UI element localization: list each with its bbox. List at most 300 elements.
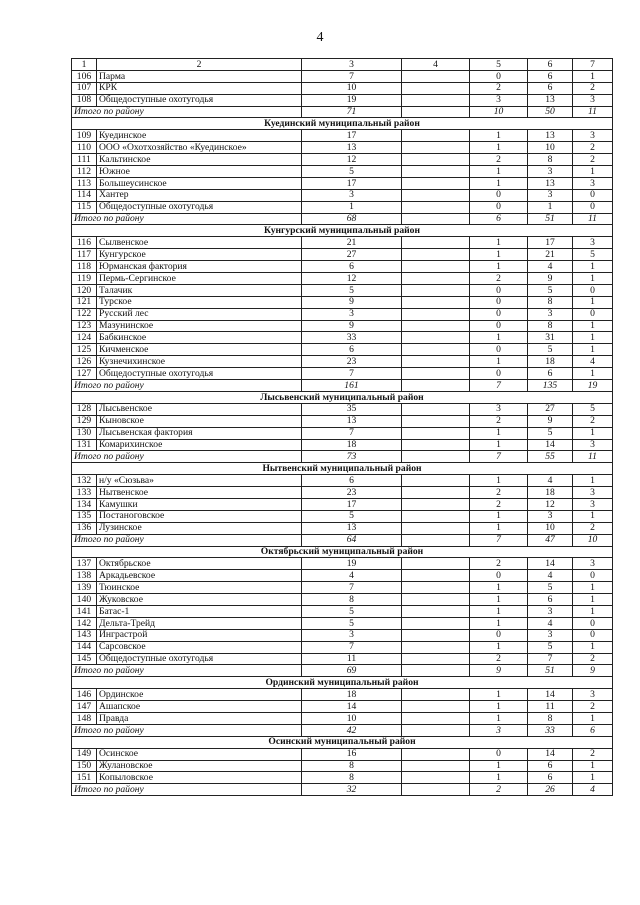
col5-value: 1 (470, 522, 528, 534)
col6-value: 6 (528, 368, 573, 380)
col3-value: 13 (302, 142, 402, 154)
col7-value: 0 (573, 570, 613, 582)
col6-value: 4 (528, 617, 573, 629)
col4-value (402, 237, 470, 249)
total-col6: 50 (528, 106, 573, 118)
ground-name: Талачик (97, 284, 302, 296)
district-heading-row (72, 225, 613, 237)
ground-name: Нытвенское (97, 487, 302, 499)
table-row (72, 415, 613, 427)
col3-value: 16 (302, 748, 402, 760)
col7-value: 1 (573, 296, 613, 308)
table-row (72, 748, 613, 760)
district-heading-row (72, 118, 613, 130)
col5-value: 2 (470, 498, 528, 510)
col3-value: 5 (302, 605, 402, 617)
col7-value: 0 (573, 629, 613, 641)
column-header: 5 (470, 59, 528, 71)
col7-value: 4 (573, 356, 613, 368)
column-number-row (72, 59, 613, 71)
col5-value: 1 (470, 689, 528, 701)
row-number: 148 (72, 712, 97, 724)
col5-value: 0 (470, 570, 528, 582)
total-col4 (402, 380, 470, 392)
col7-value: 1 (573, 510, 613, 522)
total-col6: 135 (528, 380, 573, 392)
ground-name: Инграстрой (97, 629, 302, 641)
row-number: 132 (72, 475, 97, 487)
row-number: 120 (72, 284, 97, 296)
col6-value: 17 (528, 237, 573, 249)
col5-value: 3 (470, 94, 528, 106)
district-heading: Куединский муниципальный район (72, 118, 613, 130)
col6-value: 5 (528, 344, 573, 356)
table-row (72, 582, 613, 594)
table-row (72, 332, 613, 344)
col5-value: 0 (470, 629, 528, 641)
row-number: 133 (72, 487, 97, 499)
total-col4 (402, 451, 470, 463)
col4-value (402, 748, 470, 760)
ground-name: Камушки (97, 498, 302, 510)
total-col5: 2 (470, 784, 528, 796)
row-number: 140 (72, 594, 97, 606)
ground-name: Сарсовское (97, 641, 302, 653)
col6-value: 3 (528, 510, 573, 522)
row-number: 129 (72, 415, 97, 427)
col6-value: 3 (528, 629, 573, 641)
row-number: 106 (72, 70, 97, 82)
row-number: 125 (72, 344, 97, 356)
col7-value: 5 (573, 249, 613, 261)
ground-name: Общедоступные охотугодья (97, 653, 302, 665)
col5-value: 1 (470, 356, 528, 368)
table-row (72, 712, 613, 724)
ground-name: Лузинское (97, 522, 302, 534)
table-row (72, 82, 613, 94)
col4-value (402, 284, 470, 296)
row-number: 130 (72, 427, 97, 439)
row-number: 141 (72, 605, 97, 617)
table-row (72, 641, 613, 653)
col5-value: 1 (470, 617, 528, 629)
total-label: Итого по району (72, 106, 302, 118)
col5-value: 2 (470, 653, 528, 665)
row-number: 127 (72, 368, 97, 380)
row-number: 110 (72, 142, 97, 154)
ground-name: КРК (97, 82, 302, 94)
ground-name: Бабкинское (97, 332, 302, 344)
col5-value: 1 (470, 166, 528, 178)
col5-value: 1 (470, 177, 528, 189)
col6-value: 21 (528, 249, 573, 261)
col3-value: 9 (302, 320, 402, 332)
col4-value (402, 189, 470, 201)
col3-value: 10 (302, 82, 402, 94)
col7-value: 0 (573, 189, 613, 201)
table-row (72, 142, 613, 154)
row-number: 108 (72, 94, 97, 106)
district-heading: Лысьвенский муниципальный район (72, 391, 613, 403)
row-number: 124 (72, 332, 97, 344)
col5-value: 3 (470, 403, 528, 415)
total-col6: 47 (528, 534, 573, 546)
total-col6: 33 (528, 724, 573, 736)
col6-value: 14 (528, 748, 573, 760)
table-row (72, 594, 613, 606)
col4-value (402, 94, 470, 106)
row-number: 144 (72, 641, 97, 653)
row-number: 111 (72, 154, 97, 166)
col6-value: 5 (528, 427, 573, 439)
col3-value: 7 (302, 368, 402, 380)
table-row (72, 261, 613, 273)
total-col7: 11 (573, 106, 613, 118)
table-row (72, 689, 613, 701)
col7-value: 1 (573, 70, 613, 82)
col3-value: 6 (302, 261, 402, 273)
col7-value: 1 (573, 641, 613, 653)
col4-value (402, 296, 470, 308)
col3-value: 23 (302, 356, 402, 368)
ground-name: Лысьвенская фактория (97, 427, 302, 439)
row-number: 116 (72, 237, 97, 249)
total-col7: 6 (573, 724, 613, 736)
district-heading-row (72, 546, 613, 558)
column-header: 7 (573, 59, 613, 71)
col3-value: 7 (302, 641, 402, 653)
col6-value: 14 (528, 439, 573, 451)
col5-value: 0 (470, 368, 528, 380)
total-col4 (402, 665, 470, 677)
col7-value: 1 (573, 605, 613, 617)
col4-value (402, 653, 470, 665)
table-row (72, 368, 613, 380)
row-number: 115 (72, 201, 97, 213)
total-col4 (402, 534, 470, 546)
total-label: Итого по району (72, 724, 302, 736)
col3-value: 18 (302, 439, 402, 451)
table-row (72, 772, 613, 784)
col4-value (402, 356, 470, 368)
row-number: 138 (72, 570, 97, 582)
row-number: 134 (72, 498, 97, 510)
col6-value: 10 (528, 142, 573, 154)
ground-name: Русский лес (97, 308, 302, 320)
col4-value (402, 629, 470, 641)
hunting-grounds-table (71, 58, 613, 796)
col6-value: 3 (528, 605, 573, 617)
total-col5: 3 (470, 724, 528, 736)
col4-value (402, 320, 470, 332)
table-row (72, 284, 613, 296)
ground-name: Парма (97, 70, 302, 82)
col7-value: 1 (573, 772, 613, 784)
ground-name: Осинское (97, 748, 302, 760)
col6-value: 10 (528, 522, 573, 534)
col7-value: 3 (573, 487, 613, 499)
table-row (72, 70, 613, 82)
col5-value: 2 (470, 415, 528, 427)
ground-name: Кузнечихинское (97, 356, 302, 368)
table-row (72, 617, 613, 629)
table-row (72, 427, 613, 439)
col4-value (402, 510, 470, 522)
col7-value: 0 (573, 617, 613, 629)
table-row (72, 94, 613, 106)
table-row (72, 344, 613, 356)
col4-value (402, 641, 470, 653)
col5-value: 2 (470, 82, 528, 94)
col6-value: 14 (528, 689, 573, 701)
col5-value: 1 (470, 605, 528, 617)
col7-value: 3 (573, 439, 613, 451)
col5-value: 0 (470, 748, 528, 760)
row-number: 109 (72, 130, 97, 142)
col4-value (402, 344, 470, 356)
col3-value: 7 (302, 582, 402, 594)
total-col5: 7 (470, 451, 528, 463)
col5-value: 0 (470, 70, 528, 82)
col3-value: 27 (302, 249, 402, 261)
district-heading: Осинский муниципальный район (72, 736, 613, 748)
row-number: 114 (72, 189, 97, 201)
table-row (72, 296, 613, 308)
col5-value: 1 (470, 760, 528, 772)
col4-value (402, 130, 470, 142)
col3-value: 19 (302, 94, 402, 106)
col7-value: 2 (573, 653, 613, 665)
col4-value (402, 273, 470, 285)
col5-value: 1 (470, 582, 528, 594)
ground-name: Общедоступные охотугодья (97, 368, 302, 380)
col3-value: 3 (302, 308, 402, 320)
district-total-row (72, 380, 613, 392)
col5-value: 1 (470, 332, 528, 344)
col5-value: 0 (470, 189, 528, 201)
ground-name: Ашапское (97, 701, 302, 713)
table-row (72, 177, 613, 189)
col3-value: 17 (302, 177, 402, 189)
col4-value (402, 522, 470, 534)
total-col5: 9 (470, 665, 528, 677)
ground-name: Общедоступные охотугодья (97, 201, 302, 213)
col6-value: 5 (528, 641, 573, 653)
col4-value (402, 558, 470, 570)
col3-value: 8 (302, 760, 402, 772)
col7-value: 0 (573, 284, 613, 296)
col6-value: 6 (528, 772, 573, 784)
total-col5: 7 (470, 534, 528, 546)
col7-value: 3 (573, 130, 613, 142)
col6-value: 13 (528, 177, 573, 189)
row-number: 107 (72, 82, 97, 94)
row-number: 149 (72, 748, 97, 760)
page-number: 4 (316, 30, 324, 45)
district-total-row (72, 784, 613, 796)
table-row (72, 558, 613, 570)
column-header: 3 (302, 59, 402, 71)
col7-value: 0 (573, 201, 613, 213)
table-row (72, 273, 613, 285)
total-col3: 32 (302, 784, 402, 796)
district-heading: Нытвенский муниципальный район (72, 463, 613, 475)
col5-value: 2 (470, 558, 528, 570)
total-col7: 11 (573, 451, 613, 463)
col6-value: 18 (528, 487, 573, 499)
total-label: Итого по району (72, 451, 302, 463)
col3-value: 4 (302, 570, 402, 582)
col4-value (402, 249, 470, 261)
total-col4 (402, 784, 470, 796)
ground-name: Жулановское (97, 760, 302, 772)
col7-value: 1 (573, 332, 613, 344)
table-row (72, 237, 613, 249)
table-row (72, 154, 613, 166)
ground-name: Общедоступные охотугодья (97, 94, 302, 106)
table-body (72, 59, 613, 796)
col5-value: 2 (470, 154, 528, 166)
district-heading-row (72, 677, 613, 689)
col5-value: 0 (470, 201, 528, 213)
total-col6: 55 (528, 451, 573, 463)
district-total-row (72, 213, 613, 225)
col3-value: 17 (302, 130, 402, 142)
row-number: 147 (72, 701, 97, 713)
col7-value: 1 (573, 320, 613, 332)
col4-value (402, 82, 470, 94)
col7-value: 1 (573, 261, 613, 273)
col4-value (402, 712, 470, 724)
row-number: 122 (72, 308, 97, 320)
col7-value: 2 (573, 415, 613, 427)
col3-value: 13 (302, 415, 402, 427)
col5-value: 1 (470, 237, 528, 249)
col6-value: 31 (528, 332, 573, 344)
col6-value: 6 (528, 70, 573, 82)
table-row (72, 320, 613, 332)
column-header: 1 (72, 59, 97, 71)
col7-value: 2 (573, 142, 613, 154)
col5-value: 1 (470, 772, 528, 784)
ground-name: Батас-1 (97, 605, 302, 617)
col3-value: 12 (302, 154, 402, 166)
col3-value: 21 (302, 237, 402, 249)
col3-value: 35 (302, 403, 402, 415)
col4-value (402, 439, 470, 451)
col4-value (402, 582, 470, 594)
ground-name: н/у «Сюзьва» (97, 475, 302, 487)
ground-name: Постаноговское (97, 510, 302, 522)
total-label: Итого по району (72, 665, 302, 677)
col4-value (402, 154, 470, 166)
col7-value: 0 (573, 308, 613, 320)
col5-value: 1 (470, 261, 528, 273)
table-row (72, 653, 613, 665)
col6-value: 5 (528, 284, 573, 296)
col6-value: 6 (528, 594, 573, 606)
col4-value (402, 594, 470, 606)
col6-value: 4 (528, 475, 573, 487)
col6-value: 3 (528, 189, 573, 201)
total-col7: 11 (573, 213, 613, 225)
col6-value: 8 (528, 296, 573, 308)
district-heading-row (72, 736, 613, 748)
col6-value: 9 (528, 273, 573, 285)
col7-value: 2 (573, 701, 613, 713)
col4-value (402, 570, 470, 582)
row-number: 139 (72, 582, 97, 594)
col6-value: 9 (528, 415, 573, 427)
col4-value (402, 487, 470, 499)
col7-value: 1 (573, 344, 613, 356)
table-row (72, 629, 613, 641)
row-number: 151 (72, 772, 97, 784)
col6-value: 8 (528, 712, 573, 724)
col3-value: 3 (302, 189, 402, 201)
ground-name: Ординское (97, 689, 302, 701)
col5-value: 1 (470, 594, 528, 606)
row-number: 135 (72, 510, 97, 522)
total-col6: 26 (528, 784, 573, 796)
total-label: Итого по району (72, 534, 302, 546)
col3-value: 3 (302, 629, 402, 641)
district-heading-row (72, 463, 613, 475)
ground-name: Сылвенское (97, 237, 302, 249)
col5-value: 0 (470, 284, 528, 296)
col3-value: 9 (302, 296, 402, 308)
col7-value: 1 (573, 760, 613, 772)
col3-value: 6 (302, 475, 402, 487)
total-col5: 6 (470, 213, 528, 225)
row-number: 112 (72, 166, 97, 178)
ground-name: Комарихинское (97, 439, 302, 451)
ground-name: Турское (97, 296, 302, 308)
col6-value: 4 (528, 261, 573, 273)
col4-value (402, 617, 470, 629)
district-heading: Октябрьский муниципальный район (72, 546, 613, 558)
total-col3: 64 (302, 534, 402, 546)
col7-value: 2 (573, 522, 613, 534)
total-col6: 51 (528, 665, 573, 677)
row-number: 136 (72, 522, 97, 534)
table-row (72, 189, 613, 201)
row-number: 150 (72, 760, 97, 772)
ground-name: Кальтинское (97, 154, 302, 166)
ground-name: Копыловское (97, 772, 302, 784)
col5-value: 2 (470, 487, 528, 499)
col4-value (402, 427, 470, 439)
col5-value: 1 (470, 427, 528, 439)
table-row (72, 130, 613, 142)
table-row (72, 510, 613, 522)
col3-value: 8 (302, 772, 402, 784)
total-col4 (402, 106, 470, 118)
col7-value: 5 (573, 403, 613, 415)
col6-value: 11 (528, 701, 573, 713)
col6-value: 8 (528, 320, 573, 332)
col6-value: 27 (528, 403, 573, 415)
col6-value: 13 (528, 130, 573, 142)
ground-name: Лысьвенское (97, 403, 302, 415)
col7-value: 1 (573, 475, 613, 487)
col7-value: 2 (573, 154, 613, 166)
col3-value: 33 (302, 332, 402, 344)
table-row (72, 201, 613, 213)
col7-value: 1 (573, 368, 613, 380)
col4-value (402, 142, 470, 154)
total-col5: 10 (470, 106, 528, 118)
